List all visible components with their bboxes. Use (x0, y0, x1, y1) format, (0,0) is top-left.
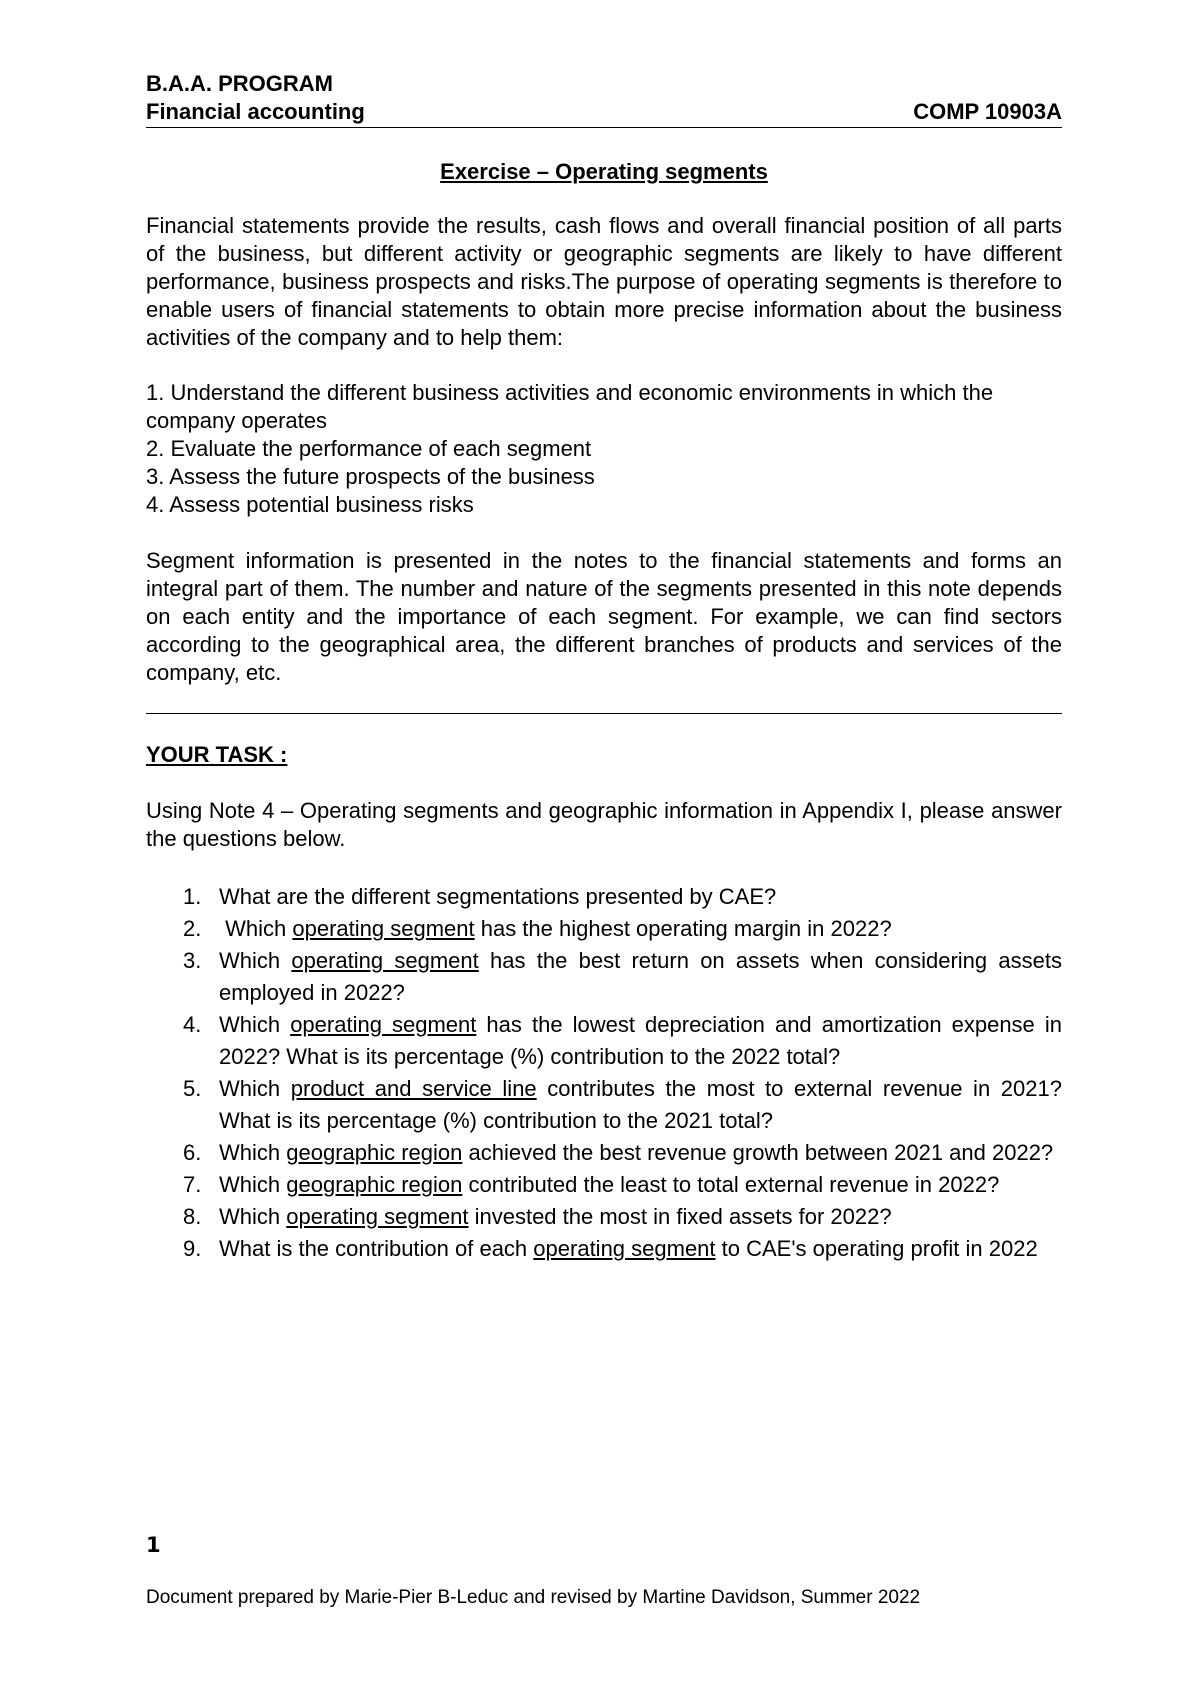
question-item (146, 1233, 1062, 1265)
question-keyword: operating segment (286, 1204, 469, 1229)
question-text: Which (219, 916, 293, 941)
question-text: Which (219, 948, 292, 973)
question-text: contributes the most to external revenue in 2021? What is its percentage (%) contribution to the 2021 total? (219, 1076, 1062, 1133)
task-title: YOUR TASK : (146, 742, 288, 767)
question-item (146, 1137, 1062, 1169)
course-header (146, 98, 1062, 128)
question-list (146, 881, 1062, 1265)
question-text: Which (219, 1076, 291, 1101)
question-keyword: geographic region (286, 1172, 463, 1197)
purpose-item: 2. Evaluate the performance of each segment (146, 436, 592, 461)
question-keyword: geographic region (286, 1140, 463, 1165)
exercise-title: Exercise – Operating segments (440, 159, 768, 184)
page-number: 1 (146, 1533, 161, 1557)
purpose-item: 3. Assess the future prospects of the business (146, 464, 595, 489)
question-keyword: operating segment (290, 1012, 477, 1037)
task-intro: Using Note 4 – Operating segments and geographic information in Appendix I, please answer the questions below. (146, 798, 1062, 851)
question-keyword: operating segment (291, 948, 479, 973)
question-item (146, 1009, 1062, 1073)
question-number: 8. (183, 1204, 202, 1229)
question-number: 6. (183, 1140, 202, 1165)
intro-paragraph: Financial statements provide the results, cash flows and overall financial position of all parts of the business, but different activity or geographic segments are likely to have different performance, business prospects and risks.The purpose of operating segments is therefore to enable users of financial statements to obtain more precise information about the business activities of the company and to help them: (146, 213, 1062, 350)
course-name: Financial accounting (146, 99, 365, 124)
question-item (146, 913, 1062, 945)
question-keyword: operating segment (533, 1236, 716, 1261)
purpose-item: 4. Assess potential business risks (146, 492, 474, 517)
footer-note: Document prepared by Marie-Pier B-Leduc and revised by Martine Davidson, Summer 2022 (146, 1587, 921, 1608)
question-text: Which (219, 1204, 287, 1229)
question-keyword: product and service line (290, 1076, 537, 1101)
section-divider (146, 713, 1062, 714)
question-item (146, 1073, 1062, 1137)
purpose-item: 1. Understand the different business activities and economic environments in which the company operates (146, 380, 994, 433)
question-text: has the best return on assets when considering assets employed in 2022? (219, 948, 1062, 1005)
question-text: Which (219, 1172, 287, 1197)
question-text: to CAE's operating profit in 2022 (715, 1236, 1038, 1261)
document-page (146, 70, 1062, 1265)
question-item (146, 945, 1062, 1009)
purpose-list (146, 379, 1062, 519)
question-number: 7. (183, 1172, 202, 1197)
segment-info-paragraph: Segment information is presented in the notes to the financial statements and forms an integral part of them. The number and nature of the segments presented in this note depends on each entity and the importance of each segment. For example, we can find sectors according to the geographical area, the different branches of products and services of the company, etc. (146, 548, 1062, 685)
question-text: has the lowest depreciation and amortization expense in 2022? What is its percentage (%) contribution to the 2022 total? (219, 1012, 1062, 1069)
question-number: 9. (183, 1236, 202, 1261)
question-keyword: operating segment (292, 916, 475, 941)
question-text: achieved the best revenue growth between 2021 and 2022? (462, 1140, 1054, 1165)
question-number: 1. (183, 884, 202, 909)
question-number: 5. (183, 1076, 202, 1101)
program-name: B.A.A. PROGRAM (146, 71, 333, 96)
question-item (146, 1201, 1062, 1233)
question-number: 3. (183, 948, 202, 973)
question-text: contributed the least to total external revenue in 2022? (462, 1172, 1000, 1197)
question-number: 2. (183, 916, 202, 941)
question-text: What is the contribution of each (219, 1236, 534, 1261)
question-item (146, 1169, 1062, 1201)
question-text: Which (219, 1012, 291, 1037)
question-text: Which (219, 1140, 287, 1165)
question-text: What are the different segmentations presented by CAE? (219, 884, 777, 909)
question-text: has the highest operating margin in 2022? (474, 916, 892, 941)
course-code: COMP 10903A (913, 99, 1062, 124)
question-text: invested the most in fixed assets for 2022? (468, 1204, 892, 1229)
question-item (146, 881, 1062, 913)
question-number: 4. (183, 1012, 202, 1037)
